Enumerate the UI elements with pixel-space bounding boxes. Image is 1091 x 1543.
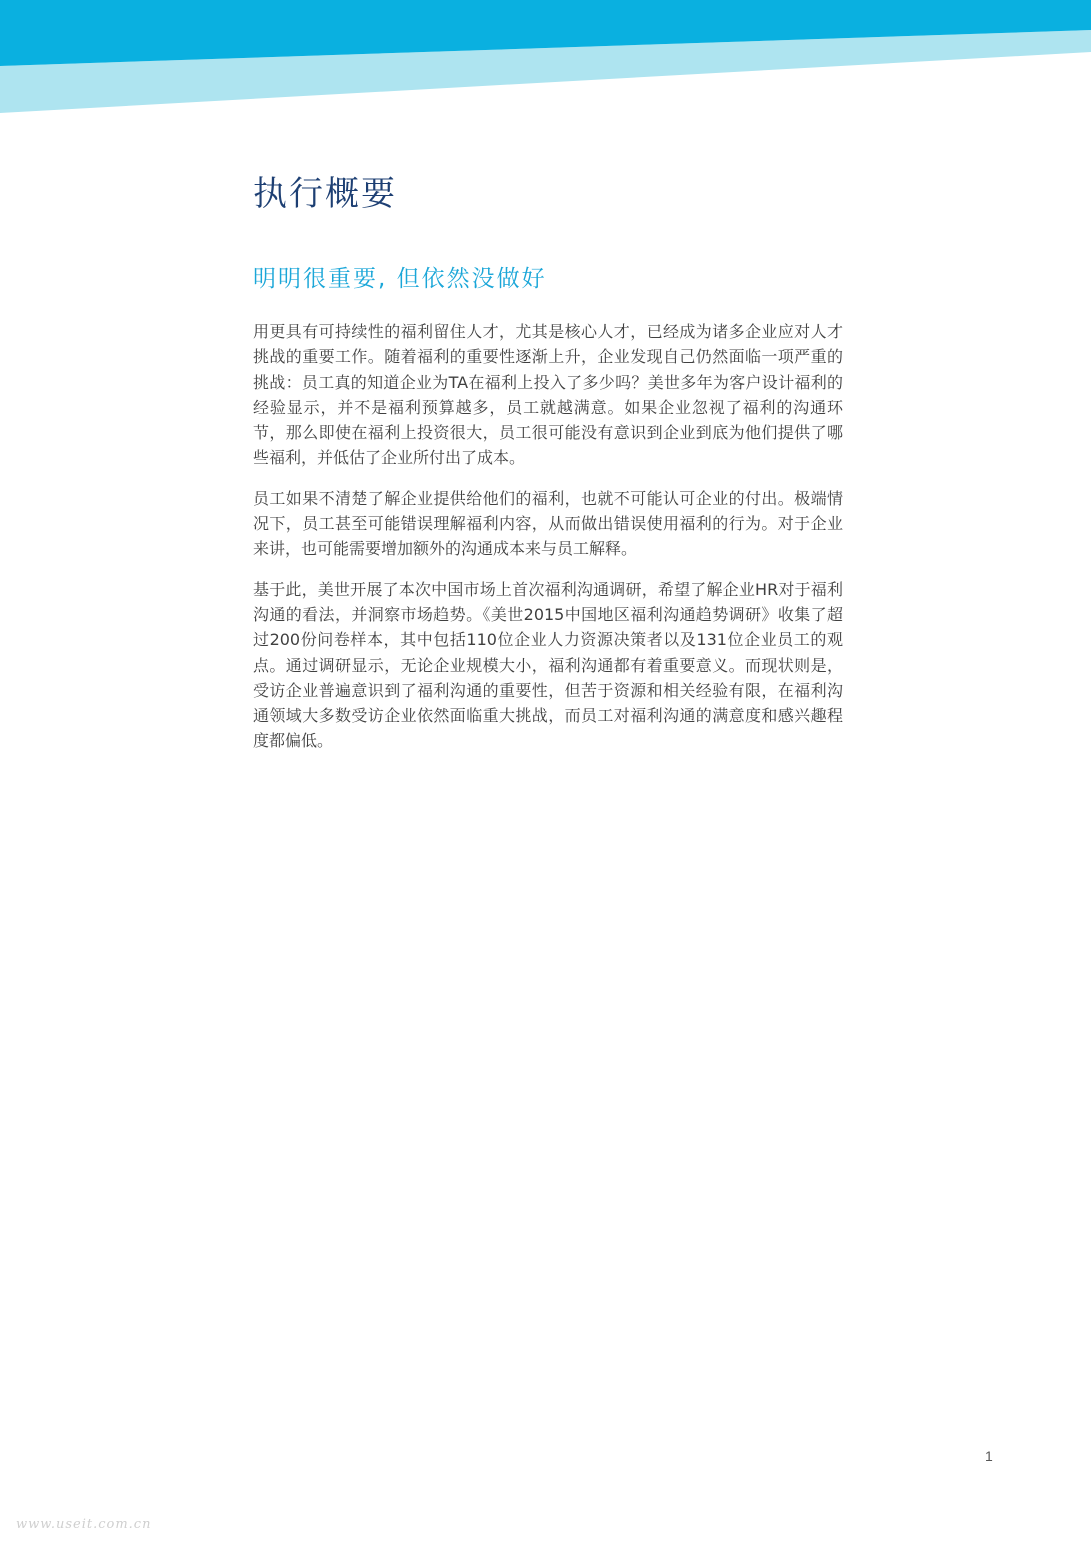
- paragraph-2: 员工如果不清楚了解企业提供给他们的福利，也就不可能认可企业的付出。极端情况下，员工甚至可能错误理解福利内容，从而做出错误使用福利的行为。对于企业来讲，也可能需要增加额外的沟通成本来与员工解释。: [253, 488, 843, 559]
- header-banner: [0, 0, 1091, 120]
- paragraph-3: 基于此，美世开展了本次中国市场上首次福利沟通调研，希望了解企业HR对于福利沟通的看法，并洞察市场趋势。《美世2015中国地区福利沟通趋势调研》收集了超过200份问卷样本，其中包括110位企业人力资源决策者以及131位企业员工的观点。通过调研显示，无论企业规模大小，福利沟通都有着重要意义。而现状则是，受访企业普遍意识到了福利沟通的重要性，但苦于资源和相关经验有限，在福利沟通领域大多数受访企业依然面临重大挑战，而员工对福利沟通的满意度和感兴趣程度都偏低。: [253, 579, 843, 751]
- page-number: 1: [985, 1448, 993, 1464]
- body-text: [253, 319, 843, 754]
- main-content: [253, 170, 843, 769]
- watermark: www.useit.com.cn: [16, 1517, 152, 1532]
- page-title: 执行概要: [253, 174, 397, 214]
- section-heading: 明明很重要, 但依然没做好: [253, 266, 547, 292]
- paragraph-1: 用更具有可持续性的福利留住人才，尤其是核心人才，已经成为诸多企业应对人才挑战的重要工作。随着福利的重要性逐渐上升，企业发现自己仍然面临一项严重的挑战：员工真的知道企业为TA在福利上投入了多少吗？美世多年为客户设计福利的经验显示，并不是福利预算越多，员工就越满意。如果企业忽视了福利的沟通环节，那么即使在福利上投资很大，员工很可能没有意识到企业到底为他们提供了哪些福利，并低估了企业所付出了成本。: [253, 322, 843, 468]
